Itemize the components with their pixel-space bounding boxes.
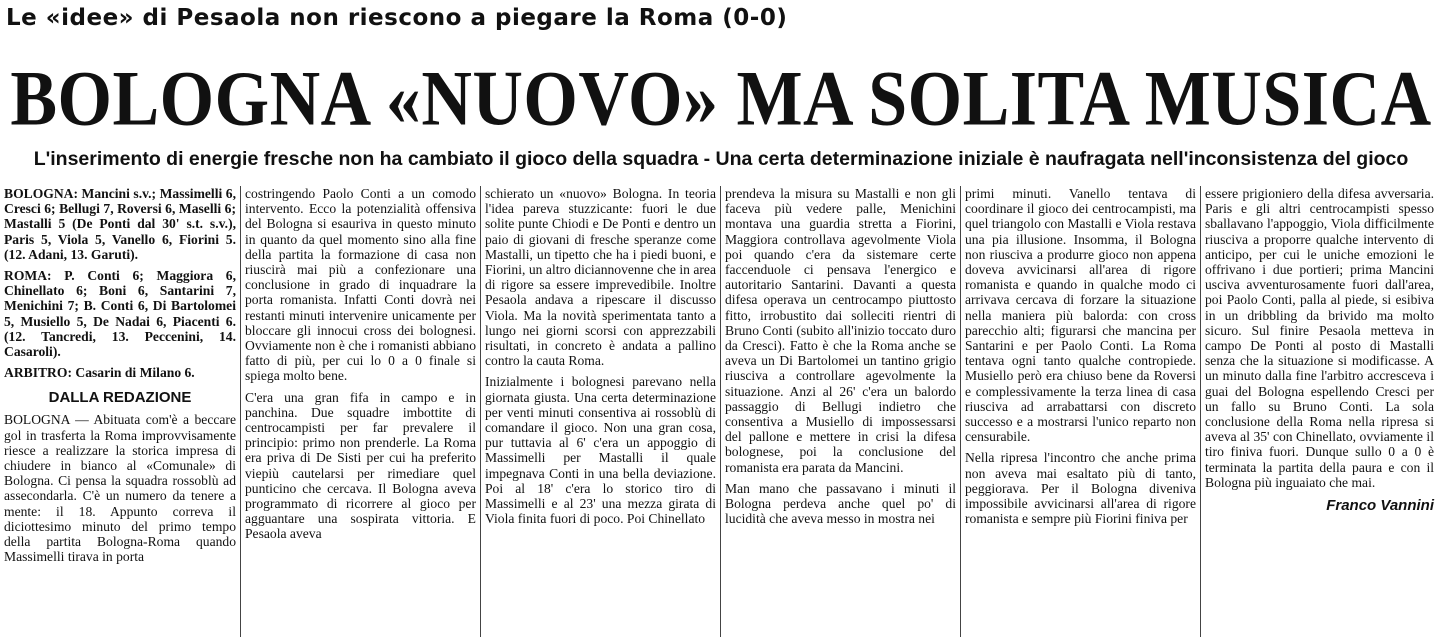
lineup-bologna: BOLOGNA: Mancini s.v.; Massimelli 6, Cresci 6; Bellugi 7, Roversi 6, Maselli 6; Mastalli 5 (De Ponti dal 30' s.t. s.v.), Paris 5, Viola 5, Vanello 6, Fiorini 5. (12. Adani, 13. Garuti). — [4, 186, 236, 262]
article-paragraph: Nella ripresa l'incontro che anche prima non aveva mai esaltato più di tanto, peggiorava. Per il Bologna diveniva impossibile avvicinarsi all'area di rigore romanista e sempre più Fiorini finiva per — [965, 450, 1196, 527]
main-headline: BOLOGNA «NUOVO» MA SOLITA MUSICA — [10, 56, 1432, 143]
article-paragraph: prendeva la misura su Mastalli e non gli faceva più vedere palle, Menichini montava una guardia stretta a Fiorini, Maggiora controllava agevolmente Viola poi quando c'era da sistemare certe faccenduole ci pensava l'energico e autoritario Santarini. Davanti a questa difesa operava un centrocampo piuttosto fitto, irrobustito dai solleciti rientri di Bruno Conti (subito all'inizio toccato duro da Cresci). Fatto è che la Roma anche se aveva un Di Bartolomei un tantino grigio riusciva a controllare agevolmente la situazione. Anzi al 26' c'era un balordo passaggio di Bellugi indietro che consentiva a Musiello di impossessarsi del pallone e mettere in crisi la difesa bolognese, poi la conclusione del romanista era parata da Mancini. — [725, 186, 956, 475]
kicker-headline: Le «idee» di Pesaola non riescono a piegare la Roma (0-0) — [6, 5, 788, 31]
article-column-2 — [240, 186, 480, 637]
article-paragraph: Inizialmente i bolognesi parevano nella giornata giusta. Una certa determinazione per venti minuti consentiva ai rossoblù di comandare il gioco. Non una gran cosa, pur tuttavia al 6' c'era un appoggio di Massimelli per Mastalli il quale impegnava Conti in una bella deviazione. Poi al 18' c'era lo storico tiro di Massimelli e al 23' una mezza girata di Viola finita fuori di poco. Poi Chinellato — [485, 374, 716, 527]
article-paragraph: schierato un «nuovo» Bologna. In teoria l'idea pareva stuzzicante: fuori le due solite punte Chiodi e De Ponti e dentro un paio di giovani di fresche speranze come Mastalli, un tipetto che ha i piedi buoni, e Fiorini, un altro diciannovenne che in area di rigore sa essere imprevedibile. Inoltre Pesaola andava a ripescare il discusso Viola. Ma la novità sperimentata tanto a lungo nei giorni scorsi con apprezzabili risultati, in concreto è andata a pallino contro la cauta Roma. — [485, 186, 716, 369]
article-paragraph: C'era una gran fifa in campo e in panchina. Due squadre imbottite di centrocampisti per far prevalere il principio: primo non prenderle. La Roma era priva di De Sisti per cui ha preferito viepiù cautelarsi per rimediare quel punticino che cercava. Il Bologna aveva programmato di ricorrere al gioco per agguantare una sospirata vittoria. E Pesaola aveva — [245, 389, 476, 542]
lineup-arbitro: ARBITRO: Casarin di Milano 6. — [4, 365, 195, 381]
article-paragraph: Man mano che passavano i minuti il Bologna perdeva anche quel po' di lucidità che aveva messo in mostra nei — [725, 480, 956, 527]
subheadline: L'inserimento di energie fresche non ha cambiato il gioco della squadra - Una certa determinazione iniziale è naufragata nell'inconsistenza del gioco — [33, 148, 1409, 170]
article-paragraph: costringendo Paolo Conti a un comodo intervento. Ecco la potenzialità offensiva del Bologna si esauriva in questo minuto in quanto da quel momento sino alla fine della partita la formazione di casa non riuscirà mai più a confezionare una conclusione in grado di inquadrare la porta romanista. Infatti Conti dovrà nei restanti minuti intervenire unicamente per bloccare gli innocui cross dei bolognesi. Ovviamente non è che i romanisti abbiano fatto di più, per cui lo 0 a 0 finale si spiega molto bene. — [245, 186, 476, 384]
article-paragraph: primi minuti. Vanello tentava di coordinare il gioco dei centrocampisti, ma quel triangolo con Mastalli e Viola restava una pia illusione. Insomma, il Bologna non riusciva a produrre gioco non appena doveva avvicinarsi all'area di rigore romanista e quando in qualche modo ci arrivava cercava di forzare la situazione nella maniera più balorda: con cross parecchio alti; figurarsi che mancina per Santarini e per Paolo Conti. La Roma tentava ogni tanto qualche contropiede. Musiello però era chiuso bene da Roversi e complessivamente la terza linea di casa riusciva ad arrabattarsi con discreto successo e a mostrarsi l'unico reparto non censurabile. — [965, 186, 1196, 445]
article-paragraph: essere prigioniero della difesa avversaria. Paris e gli altri centrocampisti spesso sballavano l'appoggio, Viola difficilmente riusciva a proporre qualche intervento di anticipo, per cui le uniche emozioni le offrivano i due portieri; prima Mancini usciva avventurosamente fuori dall'area, poi Paolo Conti, palla al piede, si esibiva in un dribbling da brivido ma molto sicuro. Sul finire Pesaola metteva in campo De Ponti al posto di Mastalli senza che la situazione si modificasse. A un minuto dalla fine l'arbitro accresceva i guai del Bologna espellendo Cresci per un fallo su Bruno Conti. La sola conclusione della Roma nella ripresa si aveva al 35' con Chinellato, ovviamente il tiro finiva fuori. Dunque sullo 0 a 0 è terminata la partita della paura e con il Bologna più inguaiato che mai. — [1205, 186, 1434, 490]
article-paragraph: BOLOGNA — Abituata com'è a beccare gol in trasferta la Roma improvvisamente riesce a realizzare la storica impresa di chiudere in bianco al «Comunale» di Bologna. Ci pensa la squadra rossoblù ad assecondarla. C'è un numero da tenere a mente: il 18. Appunto correva il diciottesimo minuto del primo tempo della partita Bologna-Roma quando Massimelli tirava in porta — [4, 412, 236, 565]
article-columns — [4, 186, 1438, 637]
article-column-6 — [1200, 186, 1438, 637]
article-column-1 — [4, 186, 240, 637]
byline: Franco Vannini — [1326, 497, 1434, 515]
section-head: DALLA REDAZIONE — [48, 389, 192, 407]
article-column-4 — [720, 186, 960, 637]
article-column-5 — [960, 186, 1200, 637]
lineup-roma: ROMA: P. Conti 6; Maggiora 6, Chinellato 6; Boni 6, Santarini 7, Menichini 7; B. Conti 6, Di Bartolomei 5, Musiello 5, De Nadai 6, Piacenti 6. (12. Tancredi, 13. Peccenini, 14. Casaroli). — [4, 268, 236, 360]
article-column-3 — [480, 186, 720, 637]
